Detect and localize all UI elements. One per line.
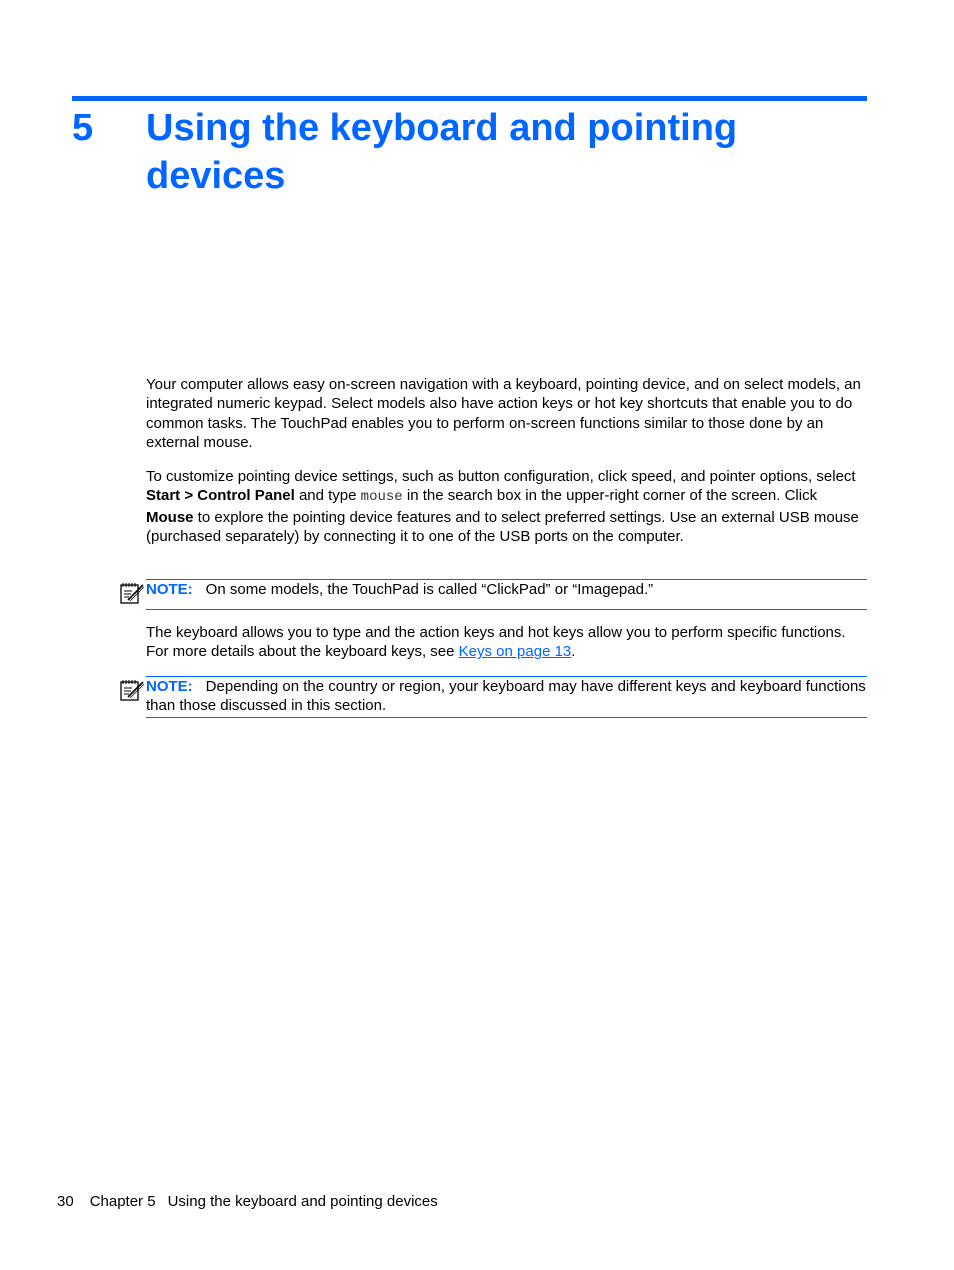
keyboard-paragraph bbox=[146, 623, 866, 662]
note-label: NOTE: bbox=[146, 581, 193, 598]
note-keyboard bbox=[146, 676, 867, 718]
page-number: 30 bbox=[57, 1193, 74, 1210]
start-control-panel: Start > Control Panel bbox=[146, 487, 295, 505]
note-label: NOTE: bbox=[146, 678, 193, 695]
chapter-title: Using the keyboard and pointing devices bbox=[146, 107, 738, 197]
customize-paragraph bbox=[146, 467, 866, 547]
note-icon bbox=[119, 581, 145, 605]
customize-text-2: and type bbox=[294, 487, 361, 505]
keyboard-period: . bbox=[571, 643, 576, 661]
footer-chapter-title: Using the keyboard and pointing devices bbox=[167, 1193, 438, 1210]
note-text: On some models, the TouchPad is called “ClickPad” or “Imagepad.” bbox=[205, 581, 654, 598]
customize-text-1: To customize pointing device settings, such as button configuration, click speed, and pointer options, select bbox=[146, 468, 856, 485]
note-touchpad bbox=[146, 579, 867, 610]
chapter-rule bbox=[72, 96, 867, 101]
chapter-number: 5 bbox=[72, 107, 94, 149]
note-text: Depending on the country or region, your keyboard may have different keys and keyboard functions than those discussed in this section. bbox=[146, 678, 866, 715]
keys-link[interactable]: Keys on page 13 bbox=[458, 643, 572, 661]
note-icon bbox=[119, 678, 145, 702]
keyboard-text: The keyboard allows you to type and the action keys and hot keys allow you to perform specific functions. For more details about the keyboard keys, see bbox=[146, 624, 846, 661]
customize-text-4: to explore the pointing device features and to select preferred settings. Use an external USB mouse (purchased separately) by connecting it to one of the USB ports on the computer. bbox=[146, 508, 859, 546]
mouse-keyword: mouse bbox=[360, 489, 403, 506]
customize-text-3: in the search box in the upper-right corner of the screen. Click bbox=[402, 487, 818, 505]
intro-paragraph: Your computer allows easy on-screen navigation with a keyboard, pointing device, and on select models, an integrated numeric keypad. Select models also have action keys or hot key shortcuts that enable you to do common tasks. The TouchPad enables you to perform on-screen functions similar to those done by an external mouse. bbox=[146, 376, 861, 452]
page-footer bbox=[57, 1192, 438, 1211]
mouse-label: Mouse bbox=[146, 508, 194, 526]
footer-chapter-label: Chapter 5 bbox=[89, 1193, 156, 1210]
